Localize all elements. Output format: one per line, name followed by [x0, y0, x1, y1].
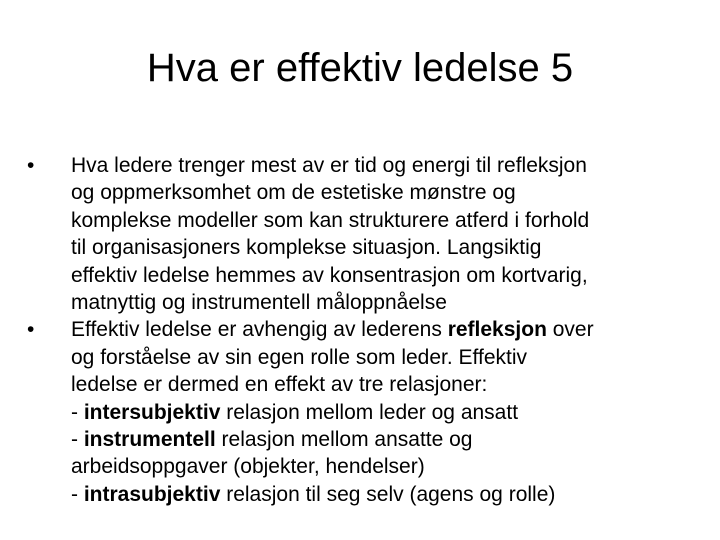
bullet1-line: komplekse modeller som kan strukturere atferd i forhold: [71, 208, 590, 232]
bullet1-line: effektiv ledelse hemmes av konsentrasjon om kortvarig,: [71, 263, 588, 287]
relation-text: relasjon til seg selv (agens og rolle): [220, 482, 556, 506]
relation-term: intrasubjektiv: [83, 482, 221, 506]
bullet2-text: over: [546, 318, 594, 342]
relation-dash: -: [71, 428, 84, 451]
bullet2-line: [71, 316, 594, 343]
relation-dash: -: [71, 482, 84, 506]
bullet-marker: •: [27, 154, 35, 177]
relation-instrumental-cont: arbeidsoppgaver (objekter, hendelser): [71, 455, 425, 479]
bullet2-emphasis: refleksjon: [447, 318, 547, 342]
relation-text: relasjon mellom ansatte og: [215, 428, 473, 451]
relation-term: instrumentell: [83, 428, 216, 451]
bullet-marker: •: [27, 318, 35, 342]
bullet2-line: ledelse er dermed en effekt av tre relasjoner:: [71, 373, 488, 397]
bullet1-line: Hva ledere trenger mest av er tid og energi til refleksjon: [71, 154, 587, 177]
relation-instrumental: [71, 426, 473, 453]
relation-text: relasjon mellom leder og ansatt: [220, 400, 519, 424]
bullet1-line: og oppmerksomhet om de estetiske mønstre og: [71, 181, 516, 205]
relation-term: intersubjektiv: [83, 400, 221, 424]
slide-title: Hva er effektiv ledelse 5: [146, 46, 574, 90]
bullet2-line: og forståelse av sin egen rolle som leder. Effektiv: [71, 345, 528, 369]
relation-intrasubjective: [71, 481, 555, 508]
bullet2-text: Effektiv ledelse er avhengig av lederens: [71, 318, 448, 342]
bullet1-line: matnyttig og instrumentell måloppnåelse: [71, 291, 447, 314]
relation-dash: -: [71, 400, 84, 424]
bullet1-line: til organisasjoners komplekse situasjon. Langsiktig: [71, 236, 542, 260]
relation-intersubjective: [71, 399, 518, 426]
